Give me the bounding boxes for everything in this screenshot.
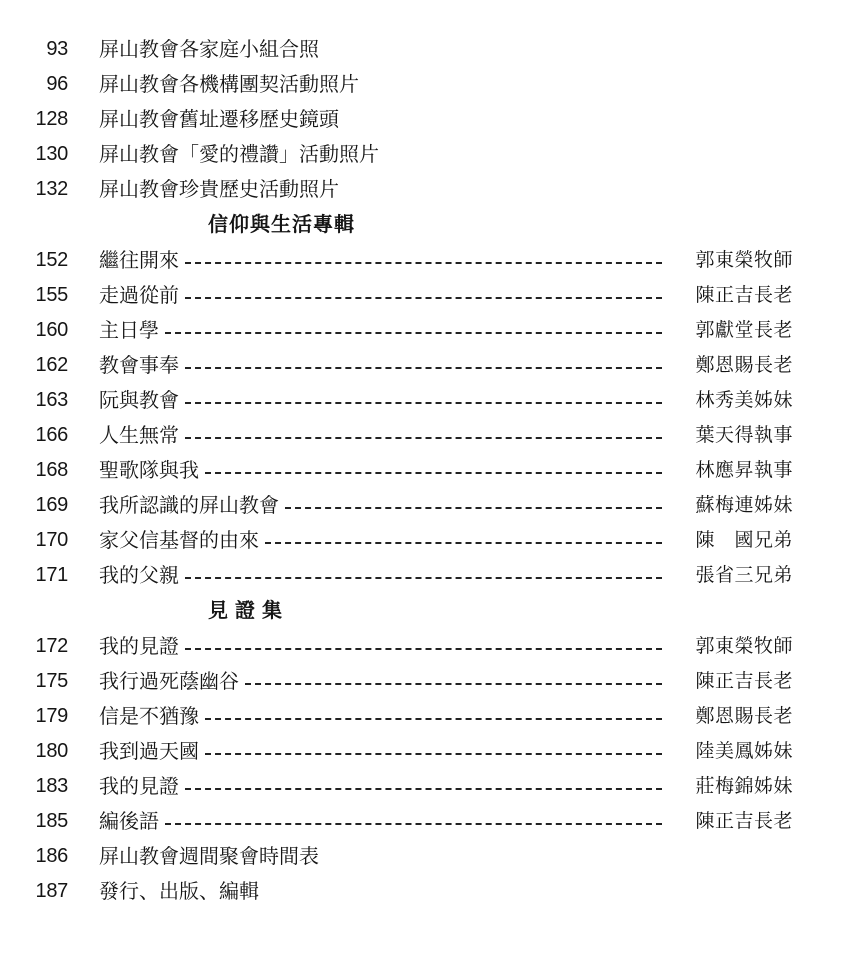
toc-title: 我的見證 <box>99 774 179 798</box>
toc-title: 編後語 <box>99 809 159 833</box>
toc-page-number: 155 <box>35 284 68 306</box>
toc-entry <box>0 629 850 664</box>
toc-entry <box>0 32 850 67</box>
dotted-leader <box>205 753 662 755</box>
toc-entry <box>0 348 850 383</box>
toc-entry <box>0 67 850 102</box>
toc-page-number: 170 <box>35 529 68 551</box>
toc-entry <box>0 453 850 488</box>
toc-title: 阮與教會 <box>99 388 179 412</box>
toc-page-number: 175 <box>35 670 68 692</box>
dotted-leader <box>165 332 662 334</box>
toc-title: 家父信基督的由來 <box>99 528 259 552</box>
dotted-leader <box>185 402 662 404</box>
section-heading-faith-and-life: 信仰與生活專輯 <box>208 212 355 236</box>
toc-title: 教會事奉 <box>99 353 179 377</box>
section-heading-witness-collection: 見證集 <box>208 598 289 622</box>
toc-page-number: 183 <box>35 775 68 797</box>
dotted-leader <box>205 472 662 474</box>
toc-author: 陳正吉長老 <box>695 670 793 692</box>
toc-title: 屏山教會珍貴歷史活動照片 <box>99 177 339 201</box>
toc-page-number: 128 <box>35 108 68 130</box>
toc-page-number: 162 <box>35 354 68 376</box>
toc-page-number: 152 <box>35 249 68 271</box>
toc-entry <box>0 523 850 558</box>
toc-author: 鄭恩賜長老 <box>695 705 793 727</box>
toc-page-number: 130 <box>35 143 68 165</box>
toc-title: 我所認識的屏山教會 <box>99 493 279 517</box>
toc-entry <box>0 699 850 734</box>
toc-entry <box>0 102 850 137</box>
toc-page-number: 132 <box>35 178 68 200</box>
dotted-leader <box>185 297 662 299</box>
toc-entry <box>0 734 850 769</box>
toc-title: 屏山教會「愛的禮讚」活動照片 <box>99 142 379 166</box>
toc-page-number: 186 <box>35 845 68 867</box>
toc-title: 走過從前 <box>99 283 179 307</box>
toc-author: 張省三兄弟 <box>695 564 793 586</box>
dotted-leader <box>185 437 662 439</box>
toc-author: 郭東榮牧師 <box>695 249 793 271</box>
dotted-leader <box>185 577 662 579</box>
toc-title: 人生無常 <box>99 423 179 447</box>
toc-author: 陸美鳳姊妹 <box>695 740 793 762</box>
toc-entry <box>0 874 850 909</box>
toc-author: 陳正吉長老 <box>695 810 793 832</box>
toc-page-number: 93 <box>46 38 68 60</box>
toc-entry <box>0 839 850 874</box>
toc-title: 屏山教會週間聚會時間表 <box>99 844 319 868</box>
toc-page-number: 180 <box>35 740 68 762</box>
toc-title: 屏山教會各機構團契活動照片 <box>99 72 359 96</box>
toc-page-number: 179 <box>35 705 68 727</box>
toc-title: 發行、出版、編輯 <box>99 879 259 903</box>
toc-author: 陳 國兄弟 <box>695 529 793 551</box>
toc-title: 繼往開來 <box>99 248 179 272</box>
dotted-leader <box>285 507 662 509</box>
toc-page-number: 163 <box>35 389 68 411</box>
toc-page-number: 160 <box>35 319 68 341</box>
toc-entry <box>0 804 850 839</box>
toc-entry <box>0 383 850 418</box>
dotted-leader <box>185 262 662 264</box>
toc-entry <box>0 137 850 172</box>
toc-entry <box>0 418 850 453</box>
toc-entry <box>0 172 850 207</box>
dotted-leader <box>165 823 662 825</box>
dotted-leader <box>185 367 662 369</box>
toc-author: 郭東榮牧師 <box>695 635 793 657</box>
toc-page-number: 171 <box>35 564 68 586</box>
toc-title: 主日學 <box>99 318 159 342</box>
toc-title: 聖歌隊與我 <box>99 458 199 482</box>
dotted-leader <box>185 788 662 790</box>
toc-title: 我行過死蔭幽谷 <box>99 669 239 693</box>
toc-page-number: 168 <box>35 459 68 481</box>
toc-entry <box>0 313 850 348</box>
toc-author: 郭獻堂長老 <box>695 319 793 341</box>
toc-page-number: 96 <box>46 73 68 95</box>
toc-page-number: 185 <box>35 810 68 832</box>
dotted-leader <box>245 683 662 685</box>
toc-entry <box>0 488 850 523</box>
toc-title: 我的見證 <box>99 634 179 658</box>
toc-title: 我的父親 <box>99 563 179 587</box>
toc-title: 我到過天國 <box>99 739 199 763</box>
dotted-leader <box>185 648 662 650</box>
toc-title: 屏山教會舊址遷移歷史鏡頭 <box>99 107 339 131</box>
toc-author: 林秀美姊妹 <box>695 389 793 411</box>
dotted-leader <box>205 718 662 720</box>
toc-author: 林應昇執事 <box>695 459 793 481</box>
toc-page-number: 166 <box>35 424 68 446</box>
toc-title: 信是不猶豫 <box>99 704 199 728</box>
toc-author: 蘇梅連姊妹 <box>695 494 793 516</box>
dotted-leader <box>265 542 662 544</box>
toc-page-number: 172 <box>35 635 68 657</box>
toc-entry <box>0 278 850 313</box>
toc-author: 鄭恩賜長老 <box>695 354 793 376</box>
toc-entry <box>0 243 850 278</box>
toc-author: 陳正吉長老 <box>695 284 793 306</box>
toc-page-number: 187 <box>35 880 68 902</box>
toc-entry <box>0 664 850 699</box>
toc-page-number: 169 <box>35 494 68 516</box>
toc-title: 屏山教會各家庭小組合照 <box>99 37 319 61</box>
toc-author: 葉天得執事 <box>695 424 793 446</box>
toc-entry <box>0 558 850 593</box>
toc-author: 莊梅錦姊妹 <box>695 775 793 797</box>
toc-entry <box>0 769 850 804</box>
